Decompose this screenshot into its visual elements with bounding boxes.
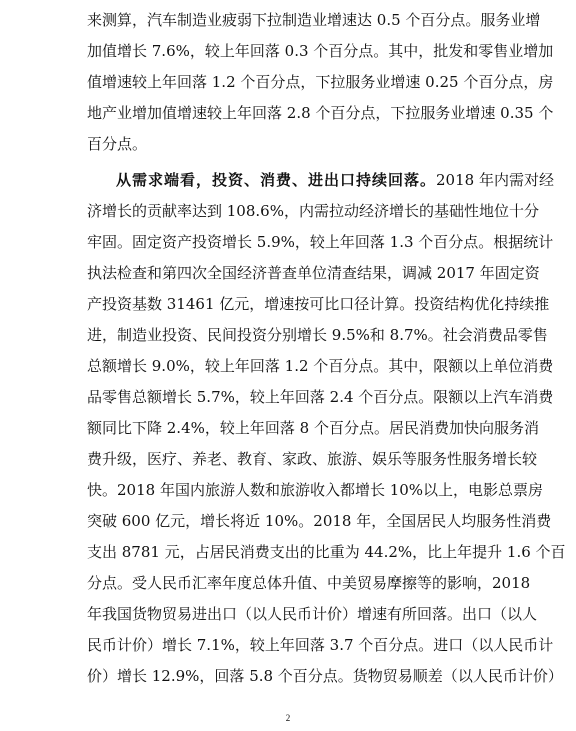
paragraph-2-line: 分点。受人民币汇率年度总体升值、中美贸易摩擦等的影响，2018: [87, 574, 531, 592]
paragraph-2-line: 总额增长 9.0%，较上年回落 1.2 个百分点。其中，限额以上单位消费: [87, 357, 554, 375]
paragraph-2-line: 进，制造业投资、民间投资分别增长 9.5%和 8.7%。社会消费品零售: [87, 326, 548, 344]
paragraph-1-line-3: 值增速较上年回落 1.2 个百分点，下拉服务业增速 0.25 个百分点，房: [87, 73, 554, 91]
paragraph-2-line: 济增长的贡献率达到 108.6%，内需拉动经济增长的基础性地位十分: [87, 202, 539, 220]
section-heading: 从需求端看，投资、消费、进出口持续回落。: [116, 171, 437, 189]
paragraph-2-line: 突破 600 亿元，增长将近 10%。2018 年，全国居民人均服务性消费: [87, 512, 552, 530]
paragraph-1-line-2: 加值增长 7.6%，较上年回落 0.3 个百分点。其中，批发和零售业增加: [87, 42, 554, 60]
paragraph-2-line: 额同比下降 2.4%，较上年回落 8 个百分点。居民消费加快向服务消: [87, 419, 539, 437]
paragraph-2-first-line-rest: 2018 年内需对经: [436, 171, 554, 189]
paragraph-1-line-4: 地产业增加值增速较上年回落 2.8 个百分点，下拉服务业增速 0.35 个: [87, 104, 554, 122]
paragraph-2-line: 快。2018 年国内旅游人数和旅游收入都增长 10%以上，电影总票房: [87, 481, 544, 499]
paragraph-2-line: 产投资基数 31461 亿元，增速按可比口径计算。投资结构优化持续推: [87, 295, 550, 313]
paragraph-2-line: 执法检查和第四次全国经济普查单位清查结果，调减 2017 年固定资: [87, 264, 540, 282]
paragraph-2-line: 支出 8781 元，占居民消费支出的比重为 44.2%，比上年提升 1.6 个百: [87, 543, 566, 561]
page-number: 2: [285, 713, 291, 723]
paragraph-2-line: 牢固。固定资产投资增长 5.9%，较上年回落 1.3 个百分点。根据统计: [87, 233, 554, 251]
paragraph-1-line-1: 来测算，汽车制造业疲弱下拉制造业增速达 0.5 个百分点。服务业增: [87, 11, 541, 29]
paragraph-1-line-5: 百分点。: [87, 135, 148, 153]
paragraph-2-line: 民币计价）增长 7.1%，较上年回落 3.7 个百分点。进口（以人民币计: [87, 636, 554, 654]
paragraph-2-line: 价）增长 12.9%，回落 5.8 个百分点。货物贸易顺差（以人民币计价）: [87, 667, 563, 685]
paragraph-2-line: 年我国货物贸易进出口（以人民币计价）增速有所回落。出口（以人: [87, 605, 538, 623]
paragraph-2-first-line: [116, 165, 554, 196]
paragraph-2-line: 费升级，医疗、养老、教育、家政、旅游、娱乐等服务性服务增长较: [87, 450, 538, 468]
paragraph-2-line: 品零售总额增长 5.7%，较上年回落 2.4 个百分点。限额以上汽车消费: [87, 388, 554, 406]
